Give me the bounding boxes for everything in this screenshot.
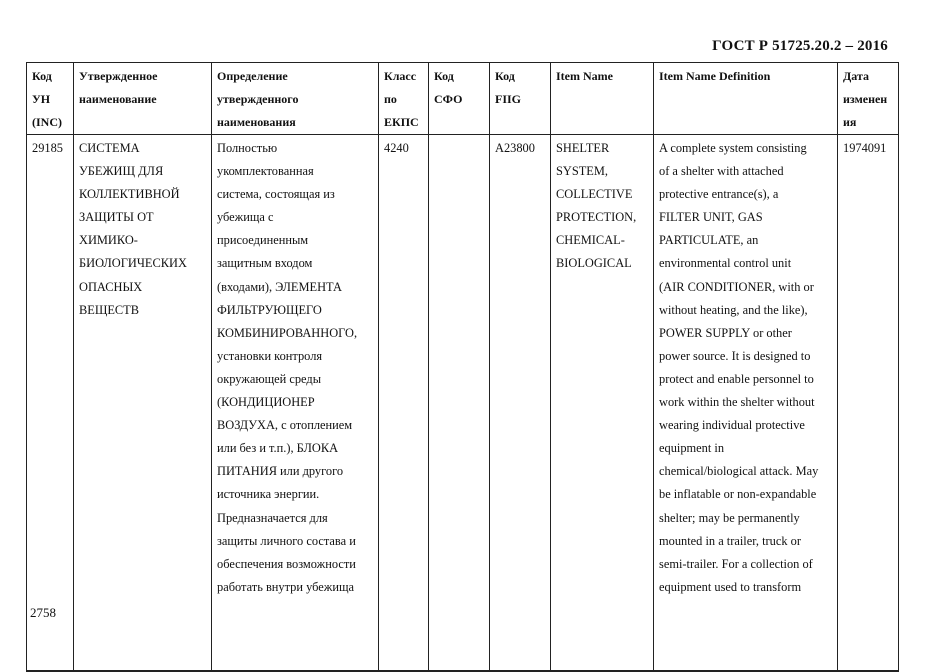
cell-line: protective entrance(s), a (659, 187, 779, 202)
cell-line: Item Name Definition (659, 69, 771, 83)
cell-line: убежища с (217, 210, 274, 225)
cell-line: наименование (79, 92, 157, 106)
cell-code-un (27, 135, 74, 671)
cell-line: СИСТЕМА (79, 141, 140, 155)
document-code: ГОСТ Р 51725.20.2 – 2016 (712, 38, 888, 54)
cell-line: защитным входом (217, 256, 313, 271)
cell-line: укомплектованная (217, 164, 314, 179)
cell-line: protect and enable personnel to (659, 371, 814, 386)
cell-line: CHEMICAL- (556, 233, 625, 248)
cell-line: Класс (384, 69, 417, 83)
cell-line: изменен (843, 92, 888, 106)
cell-line: ФИЛЬТРУЮЩЕГО (217, 302, 322, 317)
cell-line: wearing individual protective (659, 418, 805, 433)
cell-line: Код (434, 69, 454, 83)
cell-line: ВЕЩЕСТВ (79, 302, 139, 317)
cell-line: или без и т.п.), БЛОКА (217, 441, 339, 456)
cell-definition-ru (212, 135, 379, 671)
cell-line: A23800 (495, 141, 535, 155)
cell-sfo-code (429, 135, 490, 671)
cell-line: PARTICULATE, an (659, 233, 759, 248)
cell-line: Полностью (217, 141, 278, 155)
cell-line: (входами), ЭЛЕМЕНТА (217, 279, 342, 294)
cell-line: Дата (843, 69, 869, 83)
cell-line: работать внутри убежища (217, 579, 355, 594)
cell-line: FILTER UNIT, GAS (659, 210, 763, 225)
cell-line: наименования (217, 115, 296, 129)
cell-line: POWER SUPPLY or other (659, 325, 792, 340)
cell-change-date (838, 135, 899, 671)
cell-line: SYSTEM, (556, 164, 608, 179)
cell-line: система, состоящая из (217, 187, 335, 202)
cell-fiig-code (490, 135, 551, 671)
cell-line: 29185 (32, 141, 63, 155)
cell-line: equipment in (659, 441, 725, 456)
cell-line: 1974091 (843, 141, 887, 155)
cell-line: ПИТАНИЯ или другого (217, 464, 344, 479)
cell-line: COLLECTIVE (556, 187, 633, 202)
cell-line: ХИМИКО- (79, 233, 138, 248)
header-approved-name (74, 63, 212, 135)
cell-line: power source. It is designed to (659, 348, 811, 363)
cell-line: chemical/biological attack. May (659, 464, 819, 479)
cell-line: Предназначается для (217, 510, 328, 525)
header-definition-ru (212, 63, 379, 135)
cell-line: УБЕЖИЩ ДЛЯ (79, 164, 164, 179)
cell-line: обеспечения возможности (217, 556, 356, 571)
cell-item-name (551, 135, 654, 671)
page-number: 2758 (30, 605, 56, 620)
cell-line: PROTECTION, (556, 210, 637, 225)
cell-line: be inflatable or non-expandable (659, 487, 817, 502)
header-sfo-code (429, 63, 490, 135)
cell-line: (AIR CONDITIONER, with or (659, 279, 814, 294)
cell-line: Код (32, 69, 52, 83)
cell-line: установки контроля (217, 348, 323, 363)
cell-line: по (384, 92, 397, 106)
cell-line: A complete system consisting (659, 141, 807, 155)
cell-line: ЕКПС (384, 115, 419, 129)
cell-line: СФО (434, 92, 463, 106)
cell-line: источника энергии. (217, 487, 320, 502)
cell-line: (INC) (32, 115, 62, 129)
cell-ekps-class (379, 135, 429, 671)
cell-line: КОМБИНИРОВАННОГО, (217, 325, 358, 340)
table-row (27, 135, 899, 671)
cell-approved-name (74, 135, 212, 671)
cell-line: without heating, and the like), (659, 302, 808, 317)
header-change-date (838, 63, 899, 135)
header-ekps-class (379, 63, 429, 135)
cell-line: защиты личного состава и (217, 533, 356, 548)
cell-line: work within the shelter without (659, 395, 815, 410)
cell-line: окружающей среды (217, 371, 322, 386)
cell-line: УН (32, 92, 51, 106)
cell-line: утвержденного (217, 92, 299, 106)
cell-line: ЗАЩИТЫ ОТ (79, 210, 154, 225)
cell-line: equipment used to transform (659, 579, 802, 594)
header-row (27, 63, 899, 135)
cell-line: Item Name (556, 69, 613, 83)
cell-line: КОЛЛЕКТИВНОЙ (79, 187, 180, 202)
cell-line: БИОЛОГИЧЕСКИХ (79, 256, 187, 271)
cell-line: ВОЗДУХА, с отоплением (217, 418, 353, 433)
header-fiig-code (490, 63, 551, 135)
cell-line: semi-trailer. For a collection of (659, 556, 813, 571)
cell-line: присоединенным (217, 233, 309, 248)
cell-line: Утвержденное (79, 69, 158, 83)
cell-line: Определение (217, 69, 288, 83)
header-code-un (27, 63, 74, 135)
cell-line: shelter; may be permanently (659, 510, 800, 525)
catalog-table (26, 62, 899, 672)
cell-line: (КОНДИЦИОНЕР (217, 395, 315, 410)
cell-line: 4240 (384, 141, 409, 155)
header-item-name (551, 63, 654, 135)
cell-item-definition (654, 135, 838, 671)
cell-line: environmental control unit (659, 256, 792, 271)
cell-line: Код (495, 69, 515, 83)
cell-line: FIIG (495, 92, 522, 106)
cell-line: ОПАСНЫХ (79, 279, 143, 294)
cell-line: BIOLOGICAL (556, 256, 632, 271)
header-item-definition (654, 63, 838, 135)
cell-line: SHELTER (556, 141, 610, 155)
cell-line: of a shelter with attached (659, 164, 784, 179)
cell-line: ия (843, 115, 857, 129)
cell-line: mounted in a trailer, truck or (659, 533, 801, 548)
